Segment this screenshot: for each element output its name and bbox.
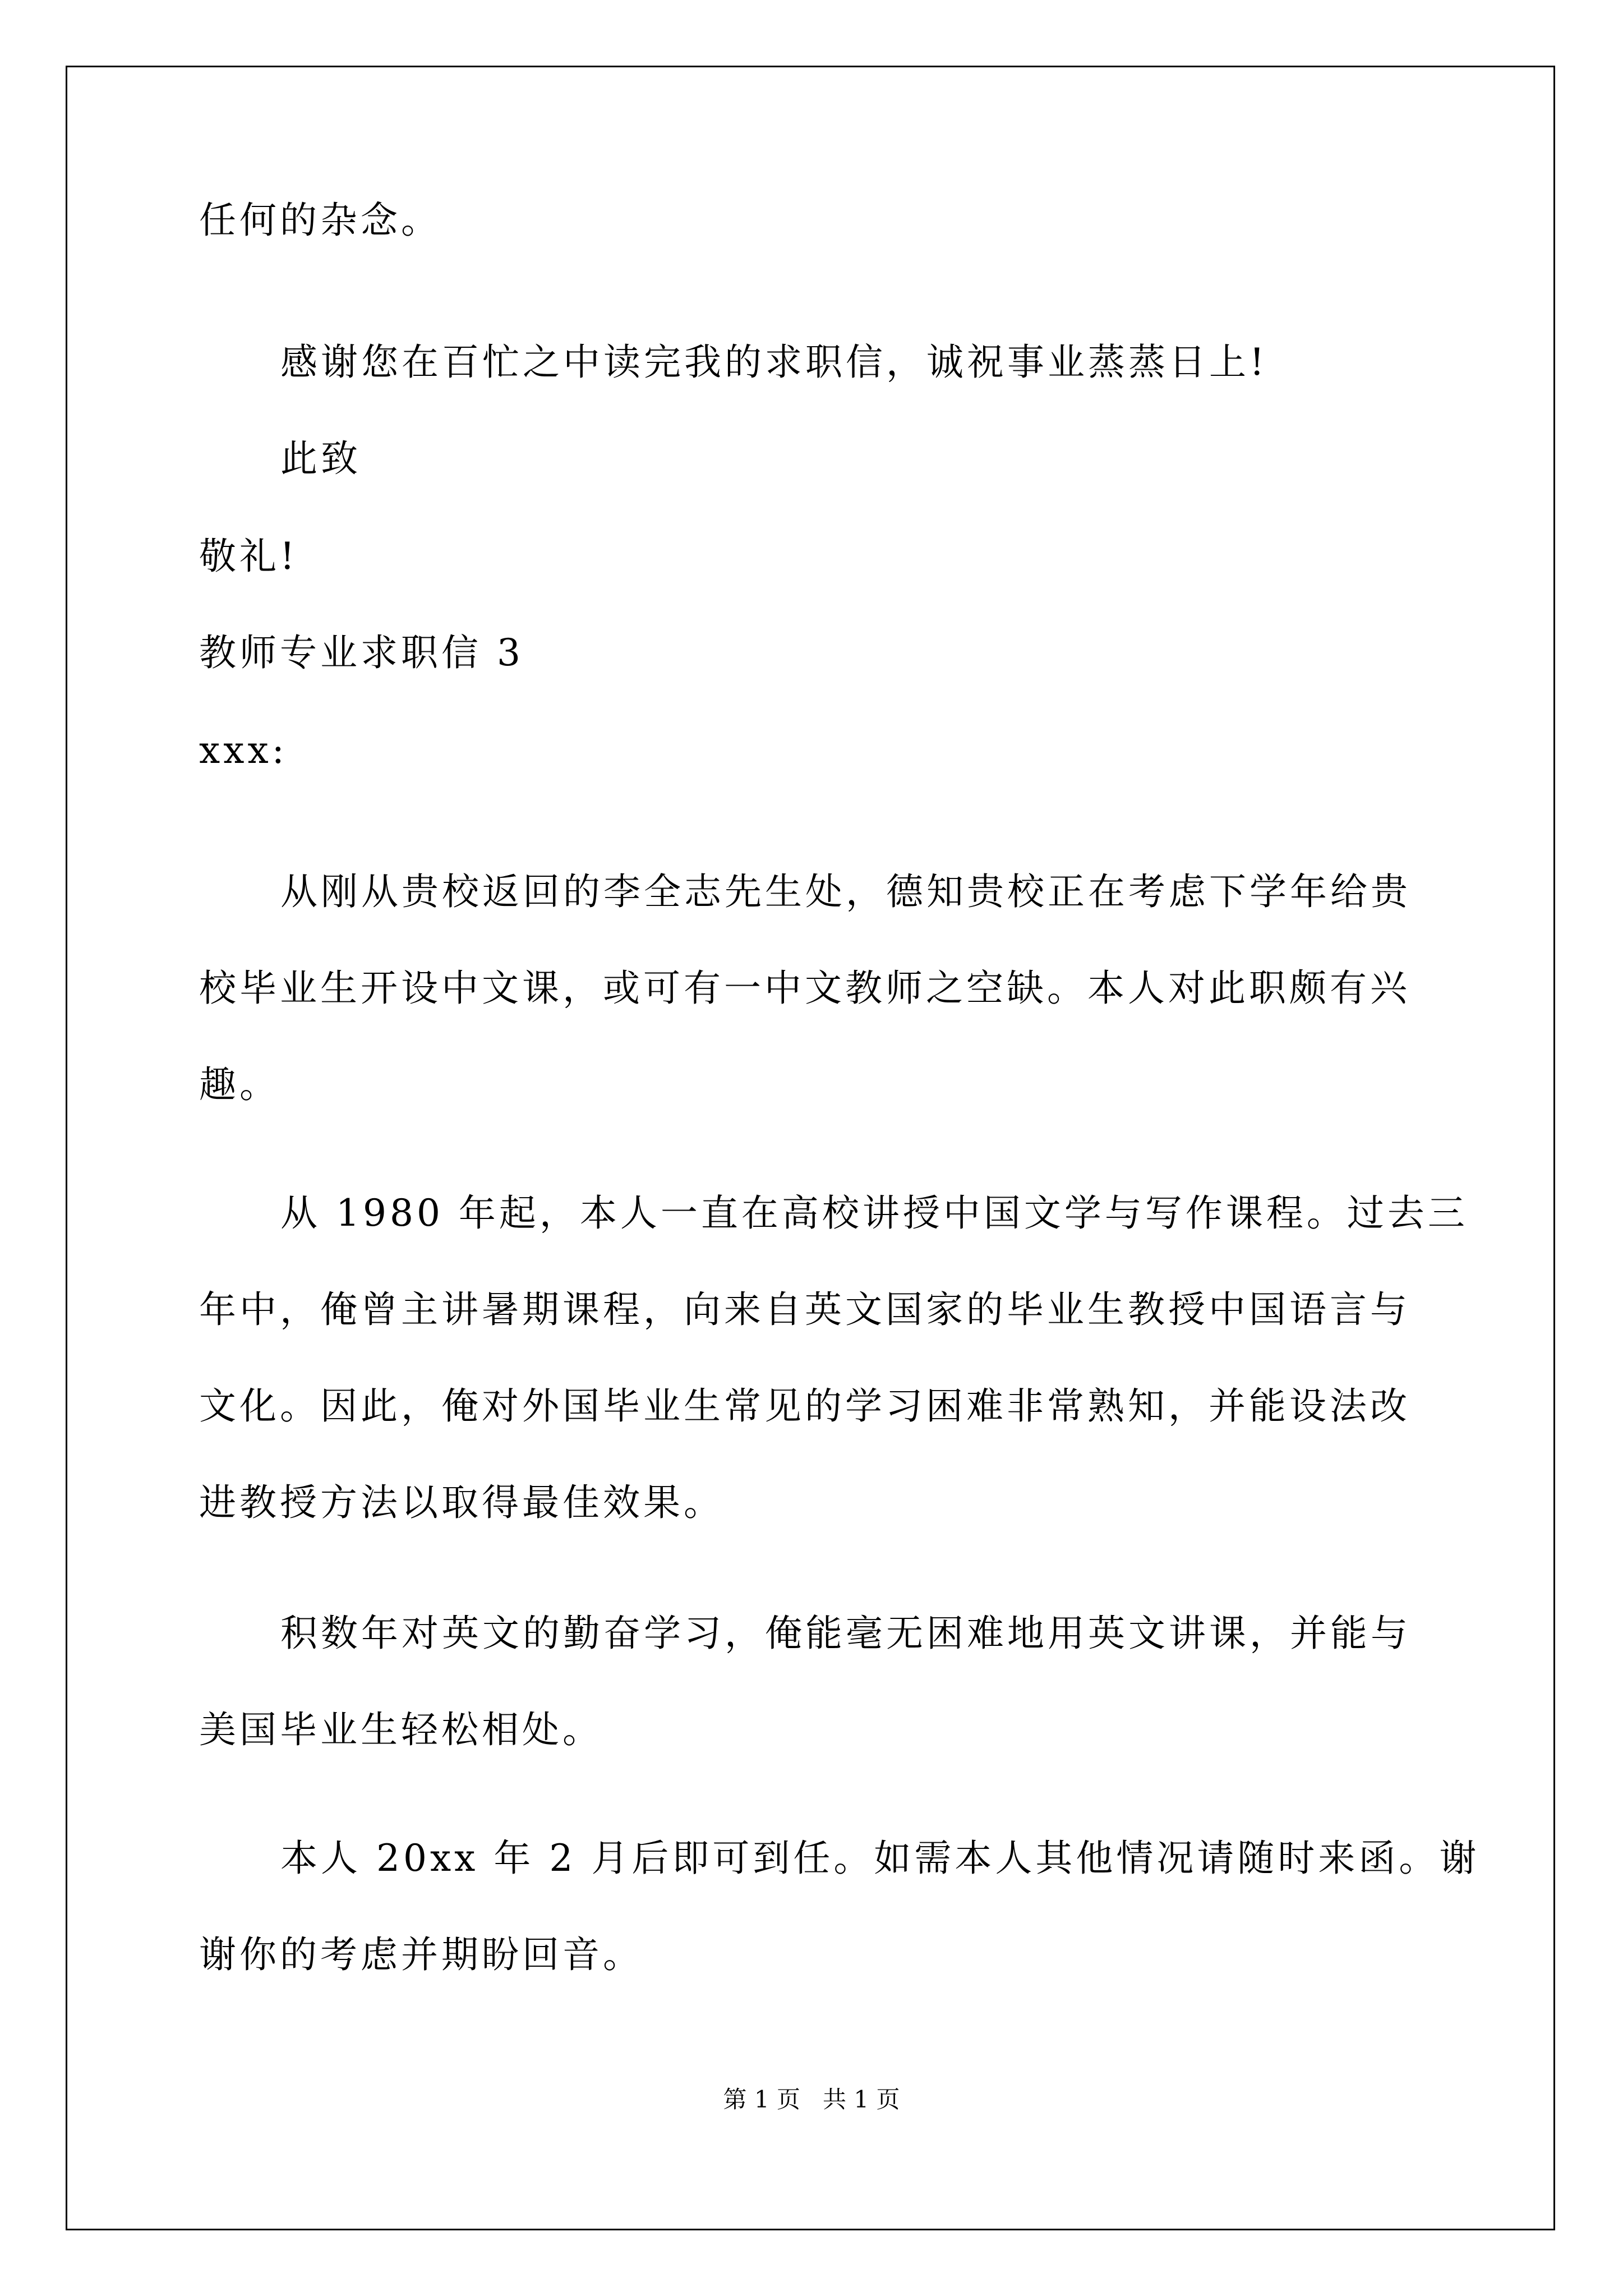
- text-line: 美国毕业生轻松相处。: [199, 1708, 603, 1751]
- text-line: 敬礼!: [199, 535, 298, 578]
- text-line: 进教授方法以取得最佳效果。: [199, 1481, 724, 1524]
- text-line: 任何的杂念。: [199, 199, 441, 242]
- text-line: 谢你的考虑并期盼回音。: [199, 1933, 643, 1976]
- text-line: 积数年对英文的勤奋学习，俺能毫无困难地用英文讲课，并能与: [280, 1612, 1411, 1655]
- text-line: 此致: [280, 437, 361, 480]
- page-footer: 第 1 页 共 1 页: [723, 2086, 900, 2113]
- text-line: 年中，俺曾主讲暑期课程，向来自英文国家的毕业生教授中国语言与: [199, 1288, 1410, 1331]
- text-line: 校毕业生开设中文课，或可有一中文教师之空缺。本人对此职颇有兴: [199, 967, 1410, 1010]
- salutation: xxx:: [199, 729, 288, 772]
- section-title: 教师专业求职信 3: [199, 631, 524, 674]
- text-line: 文化。因此，俺对外国毕业生常见的学习困难非常熟知，并能设法改: [199, 1384, 1410, 1428]
- text-line: 从 1980 年起，本人一直在高校讲授中国文学与写作课程。过去三: [280, 1191, 1468, 1235]
- page-border: [66, 66, 1555, 2230]
- text-line: 从刚从贵校返回的李全志先生处，德知贵校正在考虑下学年给贵: [280, 870, 1411, 913]
- text-line: 趣。: [199, 1063, 280, 1106]
- text-line: 感谢您在百忙之中读完我的求职信，诚祝事业蒸蒸日上!: [280, 341, 1268, 384]
- text-line: 本人 20xx 年 2 月后即可到任。如需本人其他情况请随时来函。谢: [280, 1837, 1480, 1880]
